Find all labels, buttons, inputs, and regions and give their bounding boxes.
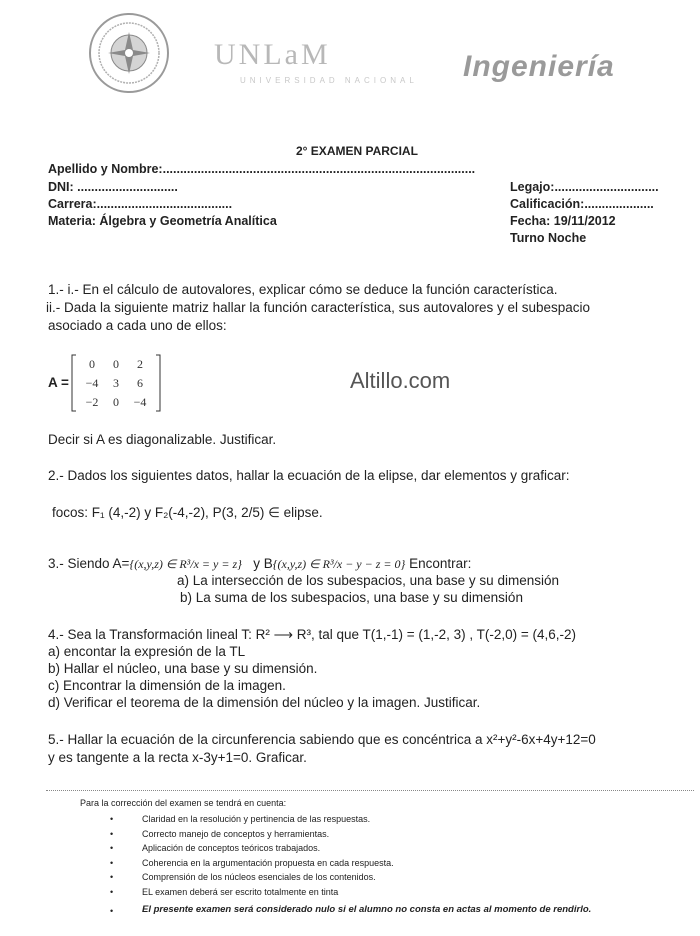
q3-part-a: a) La intersección de los subespacios, una base y su dimensión (177, 573, 559, 588)
university-seal-icon (88, 12, 170, 94)
q3-statement (48, 556, 471, 572)
q2-statement: 2.- Dados los siguientes datos, hallar la ecuación de la elipse, dar elementos y graficar: (48, 468, 570, 483)
q1-part-ii-line2: asociado a cada uno de ellos: (48, 318, 227, 333)
matrix-cell: −2 (85, 395, 99, 409)
subject-label: Materia: Álgebra y Geometría Analítica (48, 214, 277, 228)
q4-part-d: d) Verificar el teorema de la dimensión del núcleo y la imagen. Justificar. (48, 695, 481, 710)
q4-statement: 4.- Sea la Transformación lineal T: R² ⟶ R³, tal que T(1,-1) = (1,-2, 3) , T(-2,0) = (4,6,-2) (48, 627, 577, 642)
q3-set-a: {(x,y,z) ∈ R³/x = y = z} (129, 557, 242, 571)
matrix-label: A = (48, 375, 69, 390)
notes-title: Para la corrección del examen se tendrá en cuenta: (80, 798, 287, 808)
note-bullet: • (110, 828, 114, 839)
q2-foci: focos: F₁ (4,-2) y F₂(-4,-2), P(3, 2/5) ∈ elipse. (52, 505, 323, 520)
q3-intro: 3.- Siendo A= (48, 556, 130, 571)
q4-part-b: b) Hallar el núcleo, una base y su dimensión. (48, 661, 318, 676)
q3-find: Encontrar: (409, 556, 472, 571)
exam-shift: Turno Noche (510, 231, 587, 245)
career-field-label: Carrera:....................................... (48, 197, 233, 211)
q1-part-ii-line1: ii.- Dada la siguiente matriz hallar la función característica, sus autovalores y el subespacio (46, 300, 591, 315)
note-item: Coherencia en la argumentación propuesta en cada respuesta. (142, 857, 394, 868)
matrix-cell: 0 (113, 357, 119, 371)
q1-part-i: 1.- i.- En el cálculo de autovalores, explicar cómo se deduce la función característica. (48, 282, 558, 297)
note-bullet: • (110, 857, 114, 868)
note-item: Aplicación de conceptos teóricos trabajados. (142, 843, 321, 853)
note-bullet: • (110, 843, 114, 853)
matrix-cell: −4 (85, 376, 99, 390)
note-bullet: • (110, 814, 114, 824)
watermark-text: Altillo.com (350, 368, 451, 393)
matrix-cell: 2 (137, 357, 143, 371)
matrix-cell: 0 (113, 395, 119, 409)
legajo-field-label: Legajo:.............................. (510, 180, 659, 194)
final-note: El presente examen será considerado nulo si el alumno no consta en actas al momento de rendirlo. (142, 904, 592, 915)
exam-title: 2° EXAMEN PARCIAL (296, 144, 418, 158)
q3-and: y B (253, 556, 273, 571)
q3-set-b: {(x,y,z) ∈ R³/x − y − z = 0} (272, 557, 406, 571)
final-bullet: • (110, 906, 114, 916)
section-divider (46, 790, 694, 791)
q4-part-c: c) Encontrar la dimensión de la imagen. (48, 678, 286, 693)
dni-field-label: DNI: ............................. (48, 180, 178, 194)
university-logo-text: UNLaM (214, 38, 331, 71)
grade-field-label: Calificación:.................... (510, 197, 654, 211)
note-item: Correcto manejo de conceptos y herramientas. (142, 828, 330, 839)
q5-line1: 5.- Hallar la ecuación de la circunferencia sabiendo que es concéntrica a x²+y²-6x+4y+12=0 (48, 732, 596, 747)
matrix-cell: −4 (133, 395, 147, 409)
q4-part-a: a) encontar la expresión de la TL (48, 644, 246, 659)
faculty-title: Ingeniería (463, 50, 615, 83)
q3-part-b: b) La suma de los subespacios, una base y su dimensión (180, 590, 523, 605)
matrix-cell: 6 (137, 376, 143, 390)
q5-line2: y es tangente a la recta x-3y+1=0. Graficar. (48, 750, 307, 765)
exam-date: Fecha: 19/11/2012 (510, 214, 616, 228)
matrix-cell: 0 (89, 357, 95, 371)
note-item: EL examen deberá ser escrito totalmente en tinta (142, 886, 339, 897)
university-subtitle: UNIVERSIDAD NACIONAL (240, 76, 418, 85)
name-field-label: Apellido y Nombre:.......................................................................................... (48, 162, 476, 176)
matrix-cell: 3 (113, 376, 119, 390)
note-item: Comprensión de los núcleos esenciales de los contenidos. (142, 872, 376, 882)
matrix-a (70, 354, 162, 412)
note-bullet: • (110, 872, 114, 882)
q1-diagonalizable: Decir si A es diagonalizable. Justificar. (48, 432, 277, 447)
note-item: Claridad en la resolución y pertinencia de las respuestas. (142, 814, 371, 824)
note-bullet: • (110, 886, 114, 897)
